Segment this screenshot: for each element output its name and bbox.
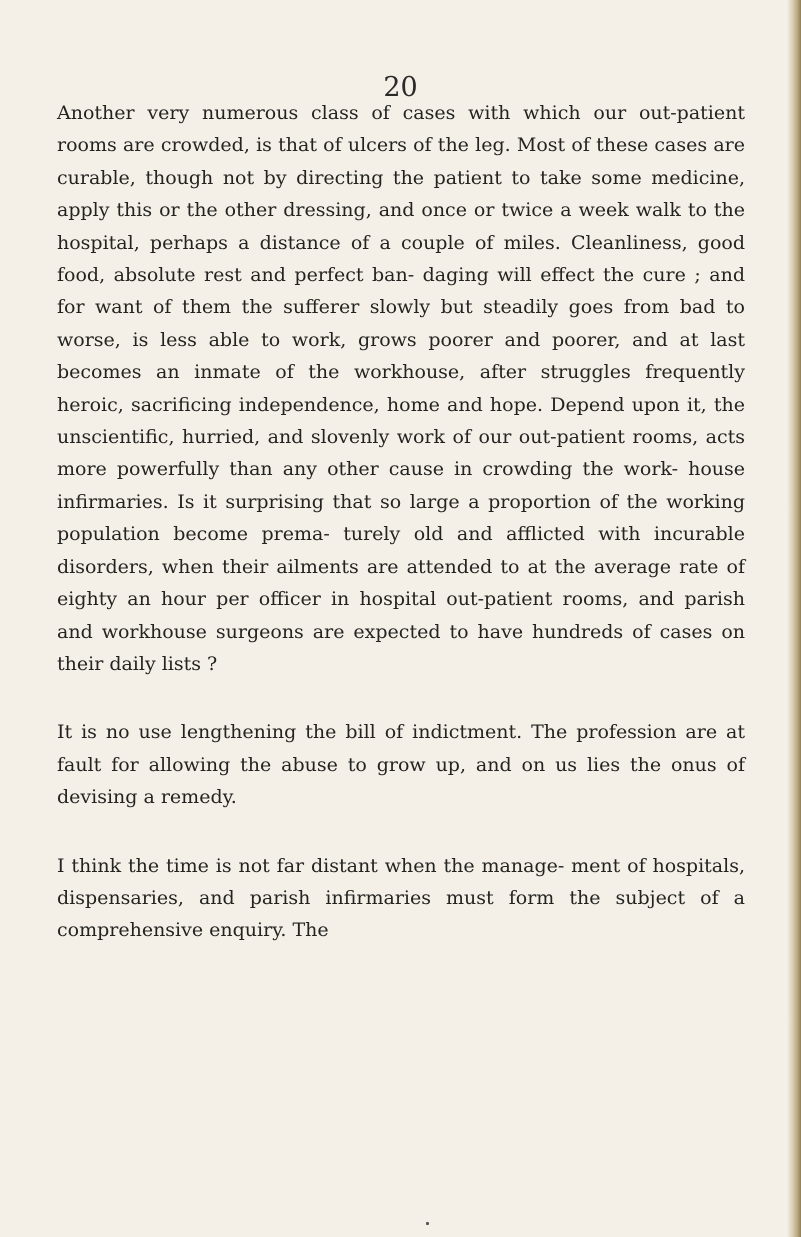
page-binding-edge — [787, 0, 801, 1237]
print-speck — [426, 1222, 429, 1225]
paragraph-enquiry: I think the time is not far distant when the manage- ment of hospitals, dispensaries, and parish infirmaries must form the subject of a comprehensive enquiry. The — [57, 854, 745, 942]
paragraph-indictment: It is no use lengthening the bill of indictment. The profession are at fault for allowing the abuse to grow up, and on us lies the onus of devising a remedy. — [57, 721, 745, 809]
page-body — [57, 97, 745, 947]
paragraph-ulcers: Another very numerous class of cases with which our out-patient rooms are crowded, is that of ulcers of the leg. Most of these cases are curable, though not by directing the patient to take some medicine, apply this or the other dressing, and once or twice a week walk to the hospital, perhaps a distance of a couple of miles. Cleanliness, good food, absolute rest and perfect ban- daging will effect the cure ; and for want of them the sufferer slowly but steadily goes from bad to worse, is less able to work, grows poorer and poorer, and at last becomes an inmate of the workhouse, after struggles frequently heroic, sacrificing independence, home and hope. Depend upon it, the unscientific, hurried, and slovenly work of our out-patient rooms, acts more powerfully than any other cause in crowding the work- house infirmaries. Is it surprising that so large a proportion of the working population become prema- turely old and afflicted with incurable disorders, when their ailments are attended to at the average rate of eighty an hour per officer in hospital out-patient rooms, and parish and workhouse surgeons are expected to have hundreds of cases on their daily lists ? — [57, 102, 745, 675]
page-number: 20 — [383, 72, 418, 103]
